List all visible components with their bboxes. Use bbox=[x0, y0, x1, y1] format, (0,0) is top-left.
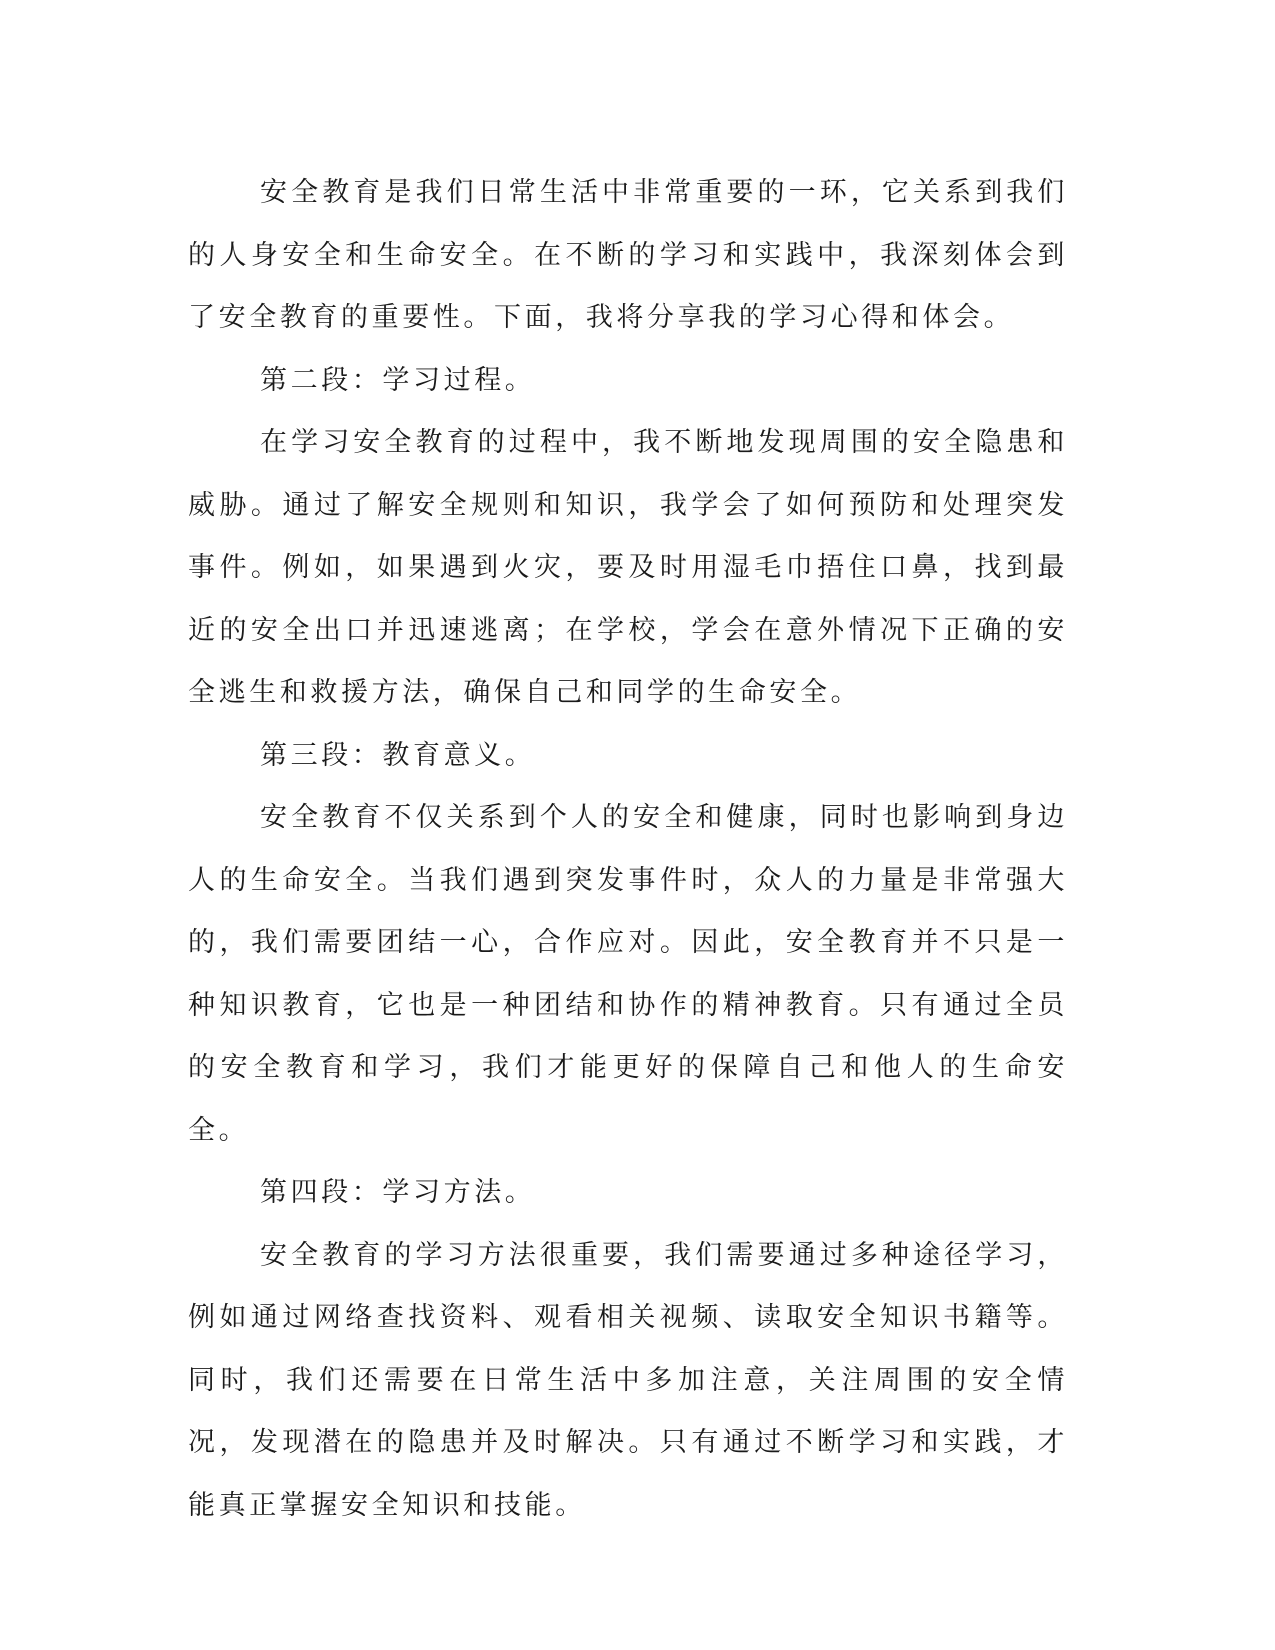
section-heading-3: 第三段：教育意义。 bbox=[260, 739, 536, 771]
section-heading-2: 第二段：学习过程。 bbox=[260, 364, 536, 396]
section-heading-4: 第四段：学习方法。 bbox=[260, 1177, 536, 1208]
paragraph-learning-process: 在学习安全教育的过程中，我不断地发现周围的安全隐患和威胁。通过了解安全规则和知识，我学会了如何预防和处理突发事件。例如，如果遇到火灾，要及时用湿毛巾捂住口鼻，找到最近的安全出口并迅速逃离；在学校，学会在意外情况下正确的安全逃生和救援方法，确保自己和同学的生命安全。 bbox=[188, 427, 1068, 708]
document-body bbox=[188, 162, 1068, 1537]
paragraph-education-meaning: 安全教育不仅关系到个人的安全和健康，同时也影响到身边人的生命安全。当我们遇到突发事件时，众人的力量是非常强大的，我们需要团结一心，合作应对。因此，安全教育并不只是一种知识教育，它也是一种团结和协作的精神教育。只有通过全员的安全教育和学习，我们才能更好的保障自己和他人的生命安全。 bbox=[188, 802, 1068, 1146]
paragraph-intro: 安全教育是我们日常生活中非常重要的一环，它关系到我们的人身安全和生命安全。在不断的学习和实践中，我深刻体会到了安全教育的重要性。下面，我将分享我的学习心得和体会。 bbox=[188, 177, 1068, 333]
paragraph-learning-method: 安全教育的学习方法很重要，我们需要通过多种途径学习，例如通过网络查找资料、观看相关视频、读取安全知识书籍等。同时，我们还需要在日常生活中多加注意，关注周围的安全情况，发现潜在的隐患并及时解决。只有通过不断学习和实践，才能真正掌握安全知识和技能。 bbox=[188, 1239, 1068, 1521]
